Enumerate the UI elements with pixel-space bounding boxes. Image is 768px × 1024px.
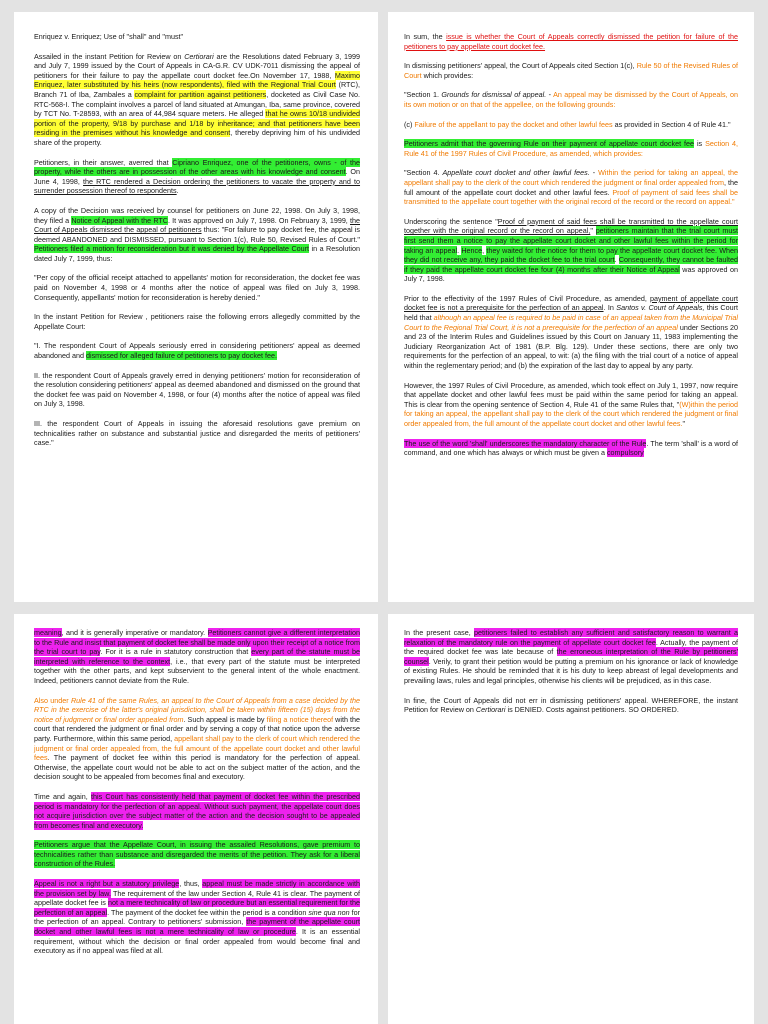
highlighted-text: payment of appellate court docket fee is not a prerequisite for the perfection of an appeal xyxy=(404,293,738,313)
highlighted-text: this Court has consistently held that payment of docket fee within the prescribed period is mandatory for the perfection of an appeal. Without such payment, the appellate court does not acquire jurisdiction over the subject matter of the action and the decision sought to be appealed from becomes final and executory. xyxy=(34,791,360,830)
highlighted-text: dismissed for alleged failure of petitioners to pay docket fee. xyxy=(85,351,277,361)
text-run: (RTC), Branch 71 of Iba, Zambales a xyxy=(34,80,360,99)
text-run: , thereby depriving him of his undivided share of the property. xyxy=(34,128,360,147)
highlighted-text: Rule 50 of the Revised Rules of Court xyxy=(404,61,738,80)
highlighted-text: the RTC rendered a Decision ordering the petitioners to vacate the property and to surrender possession thereof to respondents xyxy=(34,176,361,196)
document-page-3 xyxy=(14,614,378,1024)
highlighted-text: Rule 41 of the same Rules, an appeal to the Court of Appeals from a case decided by the RTC in the exercise of the latter's original jurisdiction, shall be taken within fifteen (15) days from the notice of judgment or final order appealed from xyxy=(34,695,361,724)
highlighted-text: The use of the word 'shall' underscores the mandatory character of the Rule xyxy=(404,438,647,448)
text-run: . Such appeal is made by xyxy=(183,714,267,724)
paragraph xyxy=(34,696,360,782)
highlighted-text: they waited for the notice for them to pay the appellate court docket fee. When they did not receive any, they paid the docket fee to the trial court xyxy=(404,245,739,265)
text-run: in a Resolution dated July 7, 1999, thus: xyxy=(34,244,361,263)
text-run: In dismissing petitioners' appeal, the Court of Appeals cited Section 1(c), xyxy=(404,61,637,71)
highlighted-text: sine qua non xyxy=(308,907,350,917)
text-run: . In xyxy=(603,303,617,313)
document-title: Enriquez v. Enriquez; Use of "shall" and "must" xyxy=(34,32,184,41)
text-run: In sum, the xyxy=(404,32,447,41)
text-run: " xyxy=(682,419,686,428)
text-run: Underscoring the sentence " xyxy=(404,216,498,226)
text-run: Time and again, xyxy=(34,791,91,801)
text-run: . Actually, the payment of the required docket fee was late because of xyxy=(404,637,738,657)
text-run: . It was approved on July 7, 1998. On February 3, 1999, xyxy=(167,215,350,225)
text-run: is DENIED. Costs against petitioners. SO ORDERED. xyxy=(505,705,679,715)
highlighted-text: Within the period for taking an appeal, the appellant shall pay to the clerk of the court which rendered the judgment or final order appealed from xyxy=(404,168,738,187)
text-run: Petitioners, in their answer, averred that xyxy=(34,157,173,167)
document-page-2 xyxy=(388,12,754,602)
document-page-1 xyxy=(14,12,378,602)
highlighted-text: complaint for partition against petitioners xyxy=(134,89,267,99)
paragraph: In the instant Petition for Review , petitioners raise the following errors allegedly committed by the Appellate Court: xyxy=(34,312,360,331)
text-run: . It is an essential requirement, without which the decision or final order appealed from would become final and executory as if no appeal was filed at all. xyxy=(34,927,361,956)
highlighted-text: Certiorari xyxy=(184,51,214,61)
paragraph xyxy=(404,168,738,206)
paragraph xyxy=(404,381,738,429)
highlighted-text: Petitioners cannot give a different interpretation to the Rule and insist that payment of docket fee shall be made only upon their receipt of a notice from the trial court to pay xyxy=(34,628,360,657)
text-run: The requirement of the law under Section 4, Rule 41 is clear. The payment of appellate docket fee is xyxy=(34,888,360,908)
highlighted-text: appellant shall pay to the clerk of court which rendered the judgment or final order appealed from, the full amount of the appellate court docket and other lawful fees xyxy=(34,733,360,763)
text-run: . For it is a rule in statutory construction that xyxy=(100,647,252,657)
paragraph xyxy=(34,158,360,196)
highlighted-text: Consequently, they cannot be faulted if they paid the appellate court docket fee four (4) months after their Notice of Appeal xyxy=(404,255,738,274)
highlighted-text: compulsory xyxy=(606,448,644,458)
highlighted-text: although an appeal fee is required to be paid in case of an appeal taken from the Municipal Trial Court to the Regional Trial Court, it is not a prerequisite for the perfection of an appeal xyxy=(404,313,738,332)
highlighted-text: An appeal may be dismissed by the Court of Appeals, on its own motion or on that of the appellee, on the following grounds: xyxy=(404,90,738,109)
highlighted-text: Grounds for dismissal of appeal. xyxy=(441,90,547,100)
text-run: which provides: xyxy=(421,70,474,80)
text-run: "Section 4. xyxy=(404,168,443,178)
text-run: is xyxy=(694,139,706,149)
text-run: , i.e., that every part of the statute must be interpreted together with the other parts, and kept subservient to the general intent of the whole enactment. Indeed, petitioners cannot deviate from the Rule. xyxy=(34,656,360,685)
paragraph xyxy=(404,294,738,371)
highlighted-text: Petitioners filed a motion for reconsideration but it was denied by the Appellate Court xyxy=(34,244,310,254)
text-run: In the present case, xyxy=(404,628,474,637)
highlighted-text: appeal must be made strictly in accordance with the provision set by law. xyxy=(34,879,360,898)
text-run: with the court that rendered the judgment or final order and by serving a copy of that notice upon the adverse party. Furthermore, within this same period, xyxy=(34,714,361,743)
paragraph xyxy=(34,628,360,686)
paragraph xyxy=(404,120,738,130)
text-run: " xyxy=(590,226,596,236)
paragraph xyxy=(404,139,738,158)
text-run: . The term 'shall' is a word of command, and one which has always or which must be given a xyxy=(404,438,738,458)
text-run: , docketed as Civil Case No. RTC-568-I. The complaint involves a parcel of land situated at Amungan, Iba, same province, covered by TCT No. T-28593, with an area of 44,984 square meters. He alleged xyxy=(34,89,360,119)
text-run: "Section 1. xyxy=(404,90,442,100)
paragraph xyxy=(404,32,738,51)
paragraph xyxy=(34,206,360,264)
highlighted-text: Failure of the appellant to pay the docket and other lawful fees xyxy=(414,119,613,129)
text-run: , and it is generally imperative or mandatory. xyxy=(61,628,208,637)
text-run: . On June 4, 1998, xyxy=(34,167,360,186)
text-run: Assailed in the instant Petition for Review on xyxy=(34,51,185,61)
text-run: A copy of the Decision was received by counsel for petitioners on June 22, 1998. On July 3, 1998, they filed a xyxy=(34,205,360,225)
highlighted-text: Also under xyxy=(34,695,71,705)
text-run: . xyxy=(176,186,179,196)
text-run: . The payment of the docket fee within the period is a condition xyxy=(107,907,309,917)
paragraph xyxy=(404,61,738,80)
text-run: (c) xyxy=(404,119,415,129)
highlighted-text: every part of the statute must be interpreted with reference to the context xyxy=(34,647,360,666)
highlighted-text: Proof of payment of said fees shall be transmitted to the appellate court together with the original record of the record or the record on appeal." xyxy=(404,187,738,207)
highlighted-text: the erroneous interpretation of the Rule by petitioners' counsel xyxy=(404,647,738,666)
paragraph xyxy=(34,840,360,869)
text-run: . xyxy=(457,245,462,255)
text-run: , thus, xyxy=(179,879,203,889)
paragraph xyxy=(404,628,738,686)
text-run: as provided in Section 4 of Rule 41." xyxy=(612,119,731,129)
highlighted-text: Section 4, Rule 41 of the 1997 Rules of Civil Procedure, as amended, which provides: xyxy=(404,139,739,158)
text-run: , xyxy=(482,245,487,255)
highlighted-text: Appeal is not a right but a statutory privilege xyxy=(34,879,180,889)
text-run: However, the 1997 Rules of Civil Procedure, as amended, which took effect on July 1, 1997, now require that appellate docket and other lawful fees must be paid within the same period for taking an appeal. This is clear from the opening sentence of Section 4, Rule 41 of the same Rules that, " xyxy=(404,380,738,409)
highlighted-text: Certiorari xyxy=(475,705,506,715)
highlighted-text: Appellate court docket and other lawful fees. xyxy=(442,168,590,178)
text-run: are the Resolutions dated February 3, 1999 and July 7, 1999 issued by the Court of Appeals in CA-G.R. CV UDK-7011 dismissing the appeal of petitioners for their failure to pay the appellate court docket fee.On November 17, 1988, xyxy=(34,51,360,80)
text-run: . xyxy=(614,255,619,265)
highlighted-text: Notice of Appeal with the RTC xyxy=(71,215,168,225)
highlighted-text: Santos v. Court of Appeals, xyxy=(616,303,705,313)
paragraph xyxy=(34,52,360,148)
highlighted-text: meaning xyxy=(34,628,62,637)
paragraph: "Per copy of the official receipt attached to appellants' motion for reconsideration, the docket fee was paid on November 4, 1998 or 4 months after the notice of appeal was filed on July 3, 1998. Consequently, appellants' motion for reconsideration is hereby denied." xyxy=(34,273,360,302)
highlighted-text: Hence xyxy=(461,245,483,255)
paragraph xyxy=(34,879,360,956)
paragraph xyxy=(34,792,360,830)
text-run: "I. The respondent Court of Appeals seriously erred in considering petitioners' appeal as deemed abandoned and xyxy=(34,341,360,361)
paragraph xyxy=(34,341,360,360)
text-run: was approved on July 7, 1998. xyxy=(404,264,738,284)
paragraph: II. the respondent Court of Appeals gravely erred in denying petitioners' motion for reconsideration of the resolution considering petitioners' appeal as deemed abandoned and dismissed on the ground that the docket fee was paid on November 4, 1998, or four (4) months after the notice of appeal was filed on July 3, 1998. xyxy=(34,370,360,409)
text-run: - xyxy=(546,90,554,100)
highlighted-text: not a mere technicality of law or procedure but an essential requirement for the perfection of an appeal xyxy=(34,898,360,917)
text-run: Prior to the effectivity of the 1997 Rules of Civil Procedure, as amended, xyxy=(404,293,650,303)
highlighted-text: Maximo Enriquez, later substituted by his heirs (now respondents), filed with the Regional Trial Court xyxy=(34,70,360,90)
highlighted-text: Petitioners admit that the governing Rule on their payment of appellate court docket fee xyxy=(404,139,694,149)
paragraph xyxy=(404,696,738,715)
paragraph: III. the respondent Court of Appeals in issuing the aforesaid resolutions gave premium on technicalities rather on substance and substantial justice and disregarded the merits of petitioners' case." xyxy=(34,419,360,448)
paragraph xyxy=(404,217,738,284)
text-run: . The payment of docket fee within this period is mandatory for the perfection of appeal. Otherwise, the appellate court would not be able to act on the subject matter of the action, and the decision sought to be appealed from becomes final and executory. xyxy=(34,753,360,782)
text-run: thus: "For failure to pay docket fee, the appeal is deemed ABANDONED and DISMISSED, pursuant to Section 1(c), Rule 50, Revised Rules of Court." xyxy=(34,225,360,244)
paragraph xyxy=(404,439,738,458)
highlighted-text: that he owns 10/18 undivided portion of the property, 9/18 by purchase and 1/18 by inheritance; and that petitioners have been residing in the premises without his knowledge and consent xyxy=(34,109,360,138)
highlighted-text: Proof of payment of said fees shall be transmitted to the appellate court together with the original record or the record on appeal, xyxy=(404,216,739,236)
highlighted-text: petitioners maintain that the trial court must first send them a notice to pay the appellate court docket and other lawful fees within the period for taking an appeal xyxy=(404,226,738,255)
highlighted-text: (W)ithin the period for taking an appeal, the appellant shall pay to the clerk of the court which rendered the judgment or final order appealed from, the full amount of the appellate court docket and other lawful fees. xyxy=(404,399,738,428)
text-run: , the full amount of the appellate court docket and other lawful fees. xyxy=(404,177,738,197)
text-run: for the perfection of an appeal. Contrary to petitioners' submission, xyxy=(34,907,360,927)
text-run: In fine, the Court of Appeals did not err in dismissing petitioners' appeal. WHEREFORE, the instant Petition for Review on xyxy=(404,695,738,715)
highlighted-text: issue is whether the Court of Appeals correctly dismissed the petition for failure of the petitioners to pay appellate court docket fee. xyxy=(404,32,738,51)
highlighted-text: the Court of Appeals dismissed the appeal of petitioners xyxy=(34,215,360,235)
paragraph xyxy=(404,90,738,109)
highlighted-text: filing a notice thereof xyxy=(266,714,334,724)
text-run: . Verily, to grant their petition would be putting a premium on his ignorance or lack of knowledge of existing Rules. He should be reminded that it is his duty to keep abreast of legal developments and prevailing laws, rules and legal principles, otherwise his clients will be prejudiced, as in this case. xyxy=(404,656,738,685)
highlighted-text: petitioners failed to establish any sufficient and satisfactory reason to warrant a relaxation of the mandatory rule on the payment of appellate court docket fee xyxy=(404,628,738,647)
document-page-4 xyxy=(388,614,754,1024)
highlighted-text: Cipriano Enriquez, one of the petitioners, owns - of the property, while the others are in possession of the other areas with his knowledge and consent xyxy=(34,157,360,177)
text-run: this Court held that xyxy=(404,303,738,323)
text-run: - xyxy=(589,168,599,178)
highlighted-text: the payment of the appellate court docket and other lawful fees is not a mere technicality of law or procedure xyxy=(34,917,360,937)
highlighted-text: Petitioners argue that the Appellate Court, in issuing the assailed Resolutions, gave premium to technicalities rather than substance and disregarded the merits of the petition. They ask for a liberal construction of the Rules. xyxy=(34,840,360,869)
text-run: under Sections 20 and 23 of the Interim Rules and Guidelines issued by this Court on January 11, 1983 implementing the Judiciary Reorganization Act of 1981 (B.P. Blg. 129). Under these sections, there are only two requirements for the perfection of an appeal, to wit: (a) the filing with the trial court of a notice of appeal within the reglementary period; and (b) the expiration of the last day to appeal by any party. xyxy=(404,322,739,371)
